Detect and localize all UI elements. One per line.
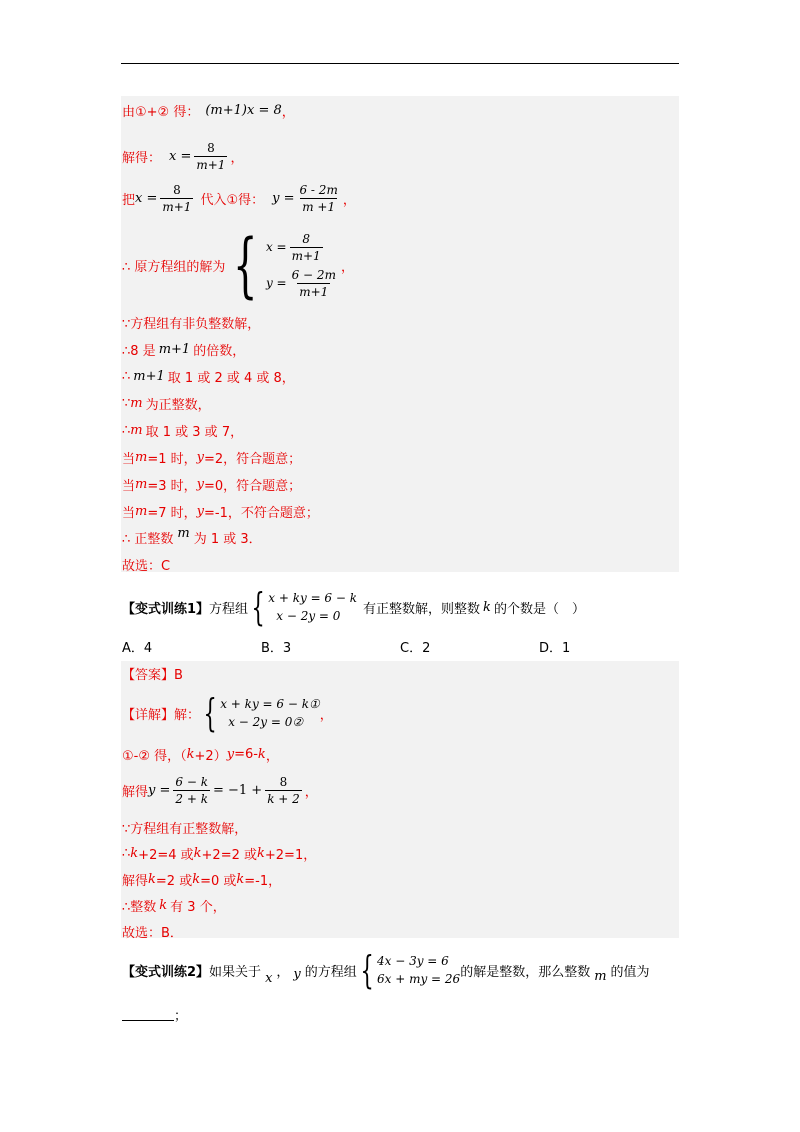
math-var: x = bbox=[135, 190, 158, 206]
text: ， bbox=[281, 104, 295, 120]
math-var: m+1 bbox=[158, 341, 191, 357]
text: ， bbox=[230, 150, 244, 166]
equation-system: { 4x − 3y = 6 6x + my = 26 bbox=[360, 948, 461, 992]
solution-line-6 bbox=[122, 339, 245, 359]
option-b: B．3 bbox=[261, 641, 292, 656]
text: 的个数是（ ） bbox=[493, 601, 585, 617]
text: 取 1 或 2 或 4 或 8， bbox=[167, 370, 295, 386]
header-rule bbox=[121, 63, 679, 64]
math-var: x = bbox=[169, 148, 192, 164]
text: 代入①得： bbox=[200, 192, 265, 208]
detail-line-1: 【详解】 解： { x + ky = 6 − k① x − 2y = 0② ， bbox=[122, 691, 333, 735]
text: 解得： bbox=[122, 150, 162, 166]
text: 由①+② 得： bbox=[122, 104, 200, 120]
equation-system: { x = $\frac{8}{m+1}$ y = $\frac{6 - 2m}{m+1}$ bbox=[233, 224, 336, 306]
detail-line-4: ∵方程组有正整数解， bbox=[122, 821, 248, 837]
text: 为正整数， bbox=[145, 397, 211, 413]
detail-line-8: 故选：B． bbox=[122, 925, 183, 941]
detail-line-6: 解得 k =2 或 k =0 或 k =-1， bbox=[122, 871, 282, 889]
answer-line: 【答案】B bbox=[122, 667, 183, 683]
answer-blank[interactable] bbox=[122, 1007, 174, 1021]
text: 取 1 或 3 或 7， bbox=[145, 424, 244, 440]
math-var: k bbox=[483, 599, 491, 615]
solution-line-11: 当 m =3 时， y =0，符合题意； bbox=[122, 476, 302, 494]
solution-line-14: 故选：C bbox=[122, 558, 171, 574]
option-a: A．4 bbox=[122, 641, 153, 656]
text: 有正整数解，则整数 bbox=[363, 601, 481, 617]
solution-line-1 bbox=[122, 100, 295, 120]
equation-system: { x + ky = 6 − k① x − 2y = 0② bbox=[203, 691, 320, 735]
solution-line-10: 当 m =1 时， y =2，符合题意； bbox=[122, 449, 302, 467]
solution-line-2 bbox=[122, 139, 243, 173]
solution-line-8 bbox=[122, 393, 211, 413]
text: 的倍数， bbox=[193, 343, 246, 359]
equation-system: { x + ky = 6 − k x − 2y = 0 bbox=[251, 585, 358, 629]
math-var: y = bbox=[272, 190, 295, 206]
option-d: D．1 bbox=[539, 641, 571, 656]
fraction: $\frac{8}{m+1}$ bbox=[162, 182, 192, 214]
text: ， bbox=[342, 192, 356, 208]
math-var: m bbox=[130, 395, 143, 411]
question-1 bbox=[122, 587, 585, 627]
solution-line-3 bbox=[122, 181, 356, 215]
solution-line-12: 当 m =7 时， y =-1，不符合题意； bbox=[122, 503, 319, 521]
answer-blank-line: ； bbox=[122, 1004, 187, 1024]
text: ∴ 原方程组的解为 bbox=[122, 259, 226, 275]
text: 把 bbox=[122, 192, 136, 208]
text: ， bbox=[340, 259, 354, 275]
text: ∴ bbox=[122, 422, 131, 438]
fraction: $\frac{6 - 2m}{m +1}$ bbox=[299, 182, 338, 214]
question-2: 【变式训练2】 如果关于 x ， y 的方程组 { 4x − 3y = 6 6x + my = 26 的解是整数，那么整数 m 的值为 bbox=[122, 948, 650, 992]
solution-line-13: ∴ 正整数 m 为 1 或 3． bbox=[122, 525, 262, 547]
detail-line-3: 解得 y = $\frac{6 - k}{2 + k}$ = −1 + $\frac{8}{k + 2}$ ， bbox=[122, 774, 318, 806]
text: ∴8 是 bbox=[122, 343, 156, 359]
solution-line-5 bbox=[122, 312, 260, 332]
detail-line-2: ①-② 得，（ k +2） y =6- k ， bbox=[122, 746, 279, 764]
question-label: 【变式训练1】 bbox=[122, 601, 210, 617]
detail-line-5: ∴ k +2=4 或 k +2=2 或 k +2=1， bbox=[122, 845, 317, 863]
math-var: m+1 bbox=[133, 368, 165, 384]
solution-line-4 bbox=[122, 224, 354, 306]
option-c: C．2 bbox=[400, 641, 431, 656]
detail-line-7: ∴整数 k 有 3 个， bbox=[122, 897, 226, 915]
text: ∵方程组有非负整数解， bbox=[122, 316, 261, 332]
math-var: m bbox=[130, 422, 143, 438]
text: 方程组 bbox=[209, 601, 249, 617]
fraction: $\frac{8}{m+1}$ bbox=[196, 140, 226, 172]
text: ∵ bbox=[122, 395, 131, 411]
equation: (m+1)x = 8 bbox=[205, 102, 282, 118]
solution-line-7 bbox=[122, 366, 295, 386]
solution-line-9 bbox=[122, 420, 243, 440]
text: ∴ bbox=[122, 368, 131, 384]
question-label: 【变式训练2】 bbox=[122, 964, 210, 980]
